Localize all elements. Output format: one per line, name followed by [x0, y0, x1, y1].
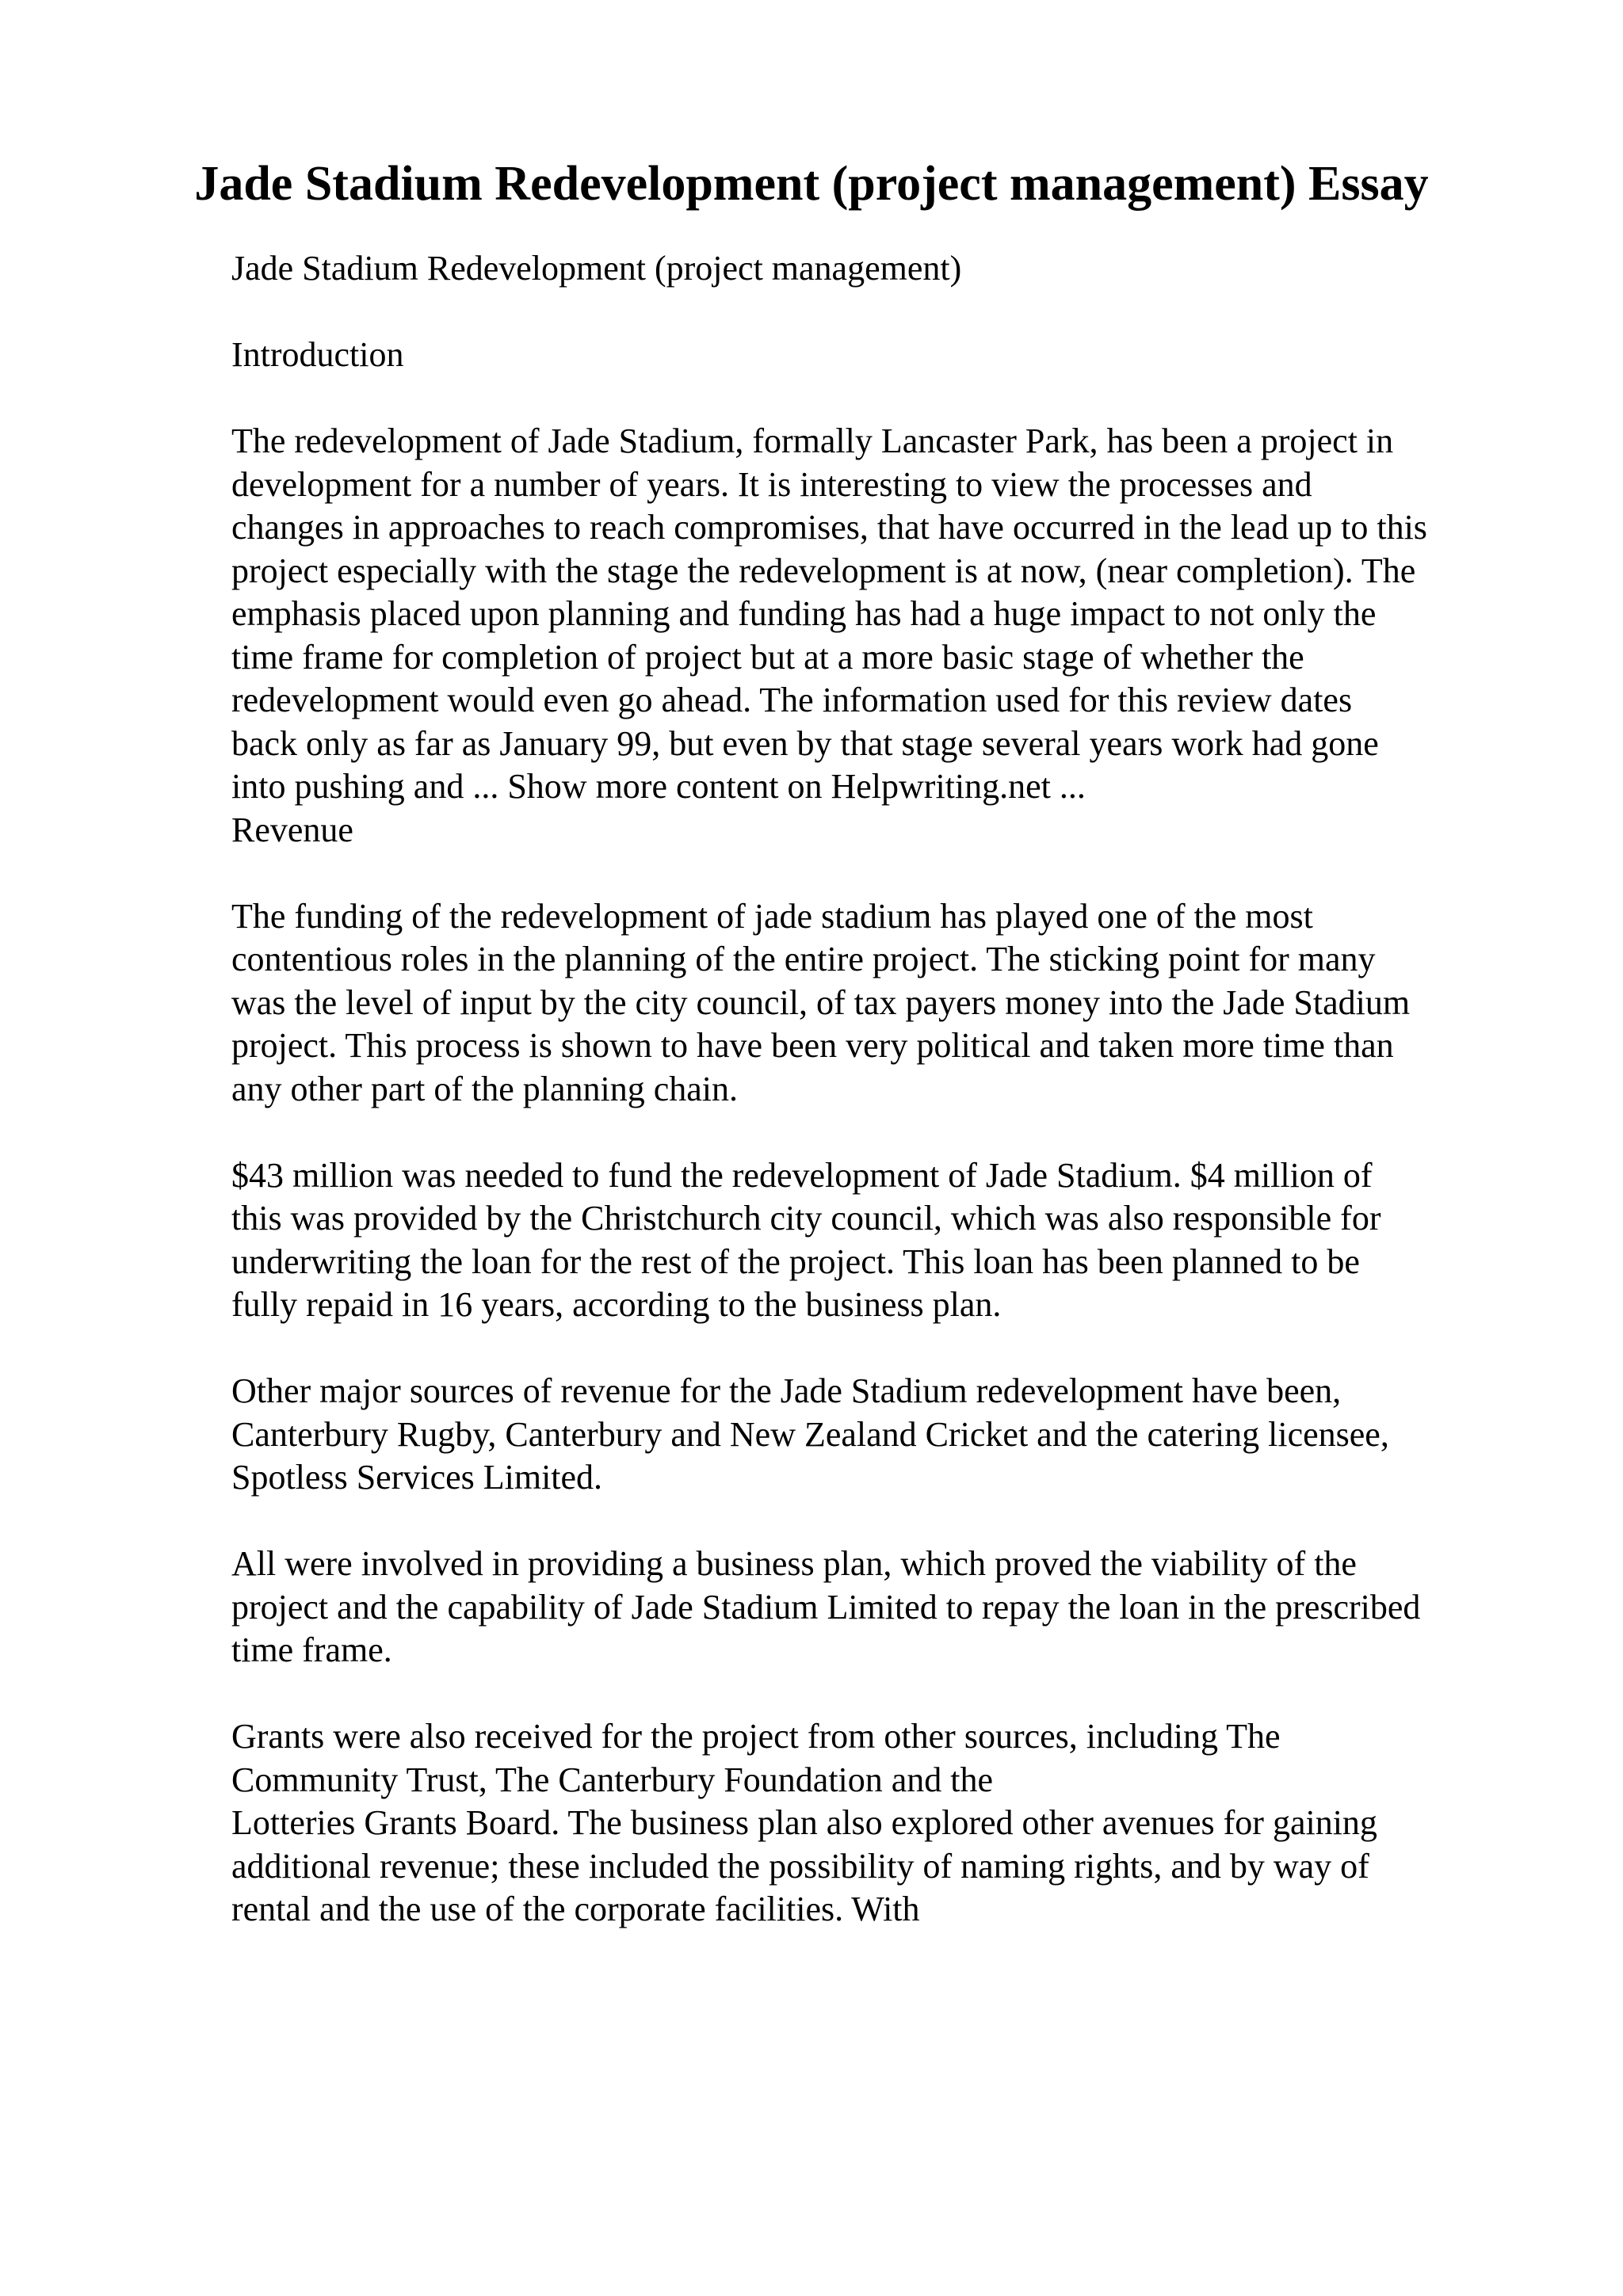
paragraph-line: any other part of the planning chain.: [231, 1069, 739, 1108]
revenue-heading: Revenue: [231, 810, 353, 849]
paragraph-line: fully repaid in 16 years, according to the business plan.: [231, 1285, 1002, 1324]
paragraph-line: redevelopment would even go ahead. The information used for this review dates: [231, 681, 1353, 719]
spacer: [231, 291, 1515, 334]
paragraph-line: Community Trust, The Canterbury Foundation and the: [231, 1760, 994, 1799]
document-subtitle: Jade Stadium Redevelopment (project management): [231, 249, 962, 288]
spacer: [231, 1111, 1515, 1154]
paragraph-line: into pushing and ... Show more content on Helpwriting.net ...: [231, 767, 1086, 806]
paragraph-line: Grants were also received for the project from other sources, including The: [231, 1717, 1281, 1756]
document-body: [231, 247, 1515, 1932]
paragraph-line: emphasis placed upon planning and funding has had a huge impact to not only the: [231, 594, 1377, 633]
paragraph-line: time frame.: [231, 1630, 392, 1669]
paragraph-line: Lotteries Grants Board. The business plan also explored other avenues for gaining: [231, 1803, 1377, 1842]
spacer: [231, 1672, 1515, 1716]
paragraph-line: additional revenue; these included the possibility of naming rights, and by way of: [231, 1846, 1369, 1886]
paragraph-line: contentious roles in the planning of the entire project. The sticking point for many: [231, 940, 1376, 978]
paragraph-line: underwriting the loan for the rest of the project. This loan has been planned to be: [231, 1241, 1360, 1281]
paragraph-line: was the level of input by the city council, of tax payers money into the Jade Stadium: [231, 982, 1411, 1022]
paragraph-line: project especially with the stage the redevelopment is at now, (near completion). The: [231, 551, 1416, 590]
document-title: Jade Stadium Redevelopment (project management) Essay: [194, 157, 1429, 211]
paragraph-line: time frame for completion of project but at a more basic stage of whether the: [231, 637, 1304, 677]
intro-paragraph: [231, 420, 1515, 809]
paragraph-line: changes in approaches to reach compromises, that have occurred in the lead up to this: [231, 508, 1427, 547]
paragraph-line: Canterbury Rugby, Canterbury and New Zealand Cricket and the catering licensee,: [231, 1414, 1389, 1454]
paragraph-line: All were involved in providing a business plan, which proved the viability of the: [231, 1544, 1357, 1583]
paragraph-line: project. This process is shown to have been very political and taken more time than: [231, 1026, 1394, 1065]
paragraph-line: $43 million was needed to fund the redevelopment of Jade Stadium. $4 million of: [231, 1155, 1373, 1195]
paragraph-line: project and the capability of Jade Stadium Limited to repay the loan in the prescribed: [231, 1587, 1421, 1627]
spacer: [231, 1500, 1515, 1543]
spacer: [231, 377, 1515, 421]
paragraph-line: Spotless Services Limited.: [231, 1458, 603, 1497]
paragraph-line: The redevelopment of Jade Stadium, formally Lancaster Park, has been a project in: [231, 421, 1394, 460]
paragraph-line: rental and the use of the corporate facilities. With: [231, 1890, 920, 1928]
paragraph-line: this was provided by the Christchurch city council, which was also responsible for: [231, 1199, 1381, 1238]
paragraph-line: development for a number of years. It is interesting to view the processes and: [231, 464, 1312, 504]
business-plan-paragraph: [231, 1543, 1515, 1672]
paragraph-line: Other major sources of revenue for the Jade Stadium redevelopment have been,: [231, 1371, 1342, 1410]
paragraph-line: The funding of the redevelopment of jade stadium has played one of the most: [231, 896, 1313, 936]
intro-heading: Introduction: [231, 335, 404, 374]
paragraph-line: back only as far as January 99, but even by that stage several years work had gone: [231, 723, 1379, 763]
spacer: [231, 852, 1515, 895]
funding-amount-paragraph: [231, 1154, 1515, 1327]
spacer: [231, 1327, 1515, 1371]
grants-paragraph: [231, 1715, 1515, 1932]
revenue-sources-paragraph: [231, 1370, 1515, 1500]
funding-paragraph: [231, 895, 1515, 1112]
